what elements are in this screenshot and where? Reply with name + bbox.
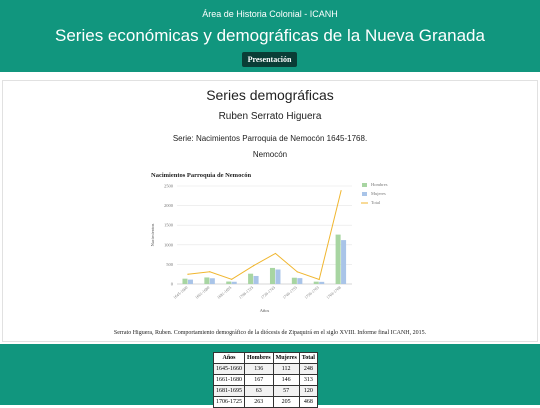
point-total [275,253,276,254]
point-total [209,271,210,272]
bar-mujeres [341,240,346,284]
site-title: Series económicas y demográficas de la Nueva Granada [55,26,485,45]
y-tick-label: 2500 [164,183,173,189]
births-chart [140,166,400,316]
x-tick-label: 1746-1755 [281,284,298,300]
point-total [319,279,320,280]
table-row [214,364,318,375]
bar-hombres [182,279,187,284]
column-header: Hombres [245,353,274,364]
point-total [253,265,254,266]
x-tick-label: 1756-1763 [303,284,320,300]
y-tick-label: 0 [170,281,173,287]
table-cell: 1681-1695 [214,386,245,397]
line-total [188,191,341,280]
bar-mujeres [232,282,237,284]
x-tick-label: 1764-1768 [325,284,342,300]
site-subtitle: Área de Historia Colonial - ICANH [202,9,338,19]
y-tick-label: 1000 [164,242,173,248]
legend-swatch [362,183,367,187]
table-cell: 1706-1725 [214,397,245,408]
bar-hombres [314,282,319,284]
table-cell: 1645-1660 [214,364,245,375]
bar-mujeres [210,278,215,284]
table-row [214,375,318,386]
bar-mujeres [319,282,324,284]
x-axis-label: Años [259,308,270,313]
y-tick-label: 500 [166,261,173,267]
table-cell: 248 [299,364,317,375]
x-tick-label: 1706-1725 [237,284,255,300]
presentation-button[interactable]: Presentación [242,52,297,67]
column-header: Años [214,353,245,364]
x-tick-label: 1726-1745 [259,284,277,300]
y-tick-label: 2000 [164,203,173,209]
table-cell: 205 [273,397,299,408]
point-total [340,190,341,191]
table-row [214,397,318,408]
table-cell: 468 [299,397,317,408]
point-total [187,274,188,275]
x-tick-label: 1661-1680 [193,284,211,300]
column-header: Total [299,353,317,364]
legend-label: Hombres [371,182,388,187]
legend-label: Total [371,200,381,205]
bar-mujeres [275,269,280,284]
site-header [0,0,540,72]
bar-mujeres [254,276,259,284]
point-total [231,279,232,280]
bar-hombres [292,278,297,284]
author-name: Ruben Serrato Higuera [218,111,322,122]
data-table [213,352,318,408]
bar-hombres [270,268,275,284]
bar-hombres [204,277,209,284]
bar-mujeres [297,278,302,284]
table-cell: 146 [273,375,299,386]
series-label: Serie: Nacimientos Parroquia de Nemocón 1645-1768. [172,134,368,143]
point-total [297,271,298,272]
table-cell: 120 [299,386,317,397]
citation-caption: Serrato Higuera, Ruben. Comportamiento demográfico de la diócesis de Zipaquirá en el siglo XVIII. Informe final ICANH, 2015. [113,330,427,336]
bar-hombres [226,282,231,284]
chart-title: Nacimientos Parroquia de Nemocón [151,172,252,179]
x-tick-label: 1681-1695 [215,284,233,300]
bar-hombres [248,274,253,284]
column-header: Mujeres [273,353,299,364]
table-cell: 313 [299,375,317,386]
bar-mujeres [188,280,193,284]
legend-swatch [362,192,367,196]
table-cell: 57 [273,386,299,397]
table-row [214,386,318,397]
table-cell: 136 [245,364,274,375]
table-cell: 1661-1680 [214,375,245,386]
place-name: Nemocón [252,150,288,159]
page-title: Series demográficas [206,87,334,103]
table-cell: 167 [245,375,274,386]
table-cell: 263 [245,397,274,408]
y-tick-label: 1500 [164,222,173,228]
table-cell: 112 [273,364,299,375]
bar-hombres [336,235,341,284]
x-tick-label: 1645-1660 [172,284,189,300]
y-axis-label: Nacimientos [150,223,155,247]
table-cell: 63 [245,386,274,397]
legend-label: Mujeres [371,191,386,196]
